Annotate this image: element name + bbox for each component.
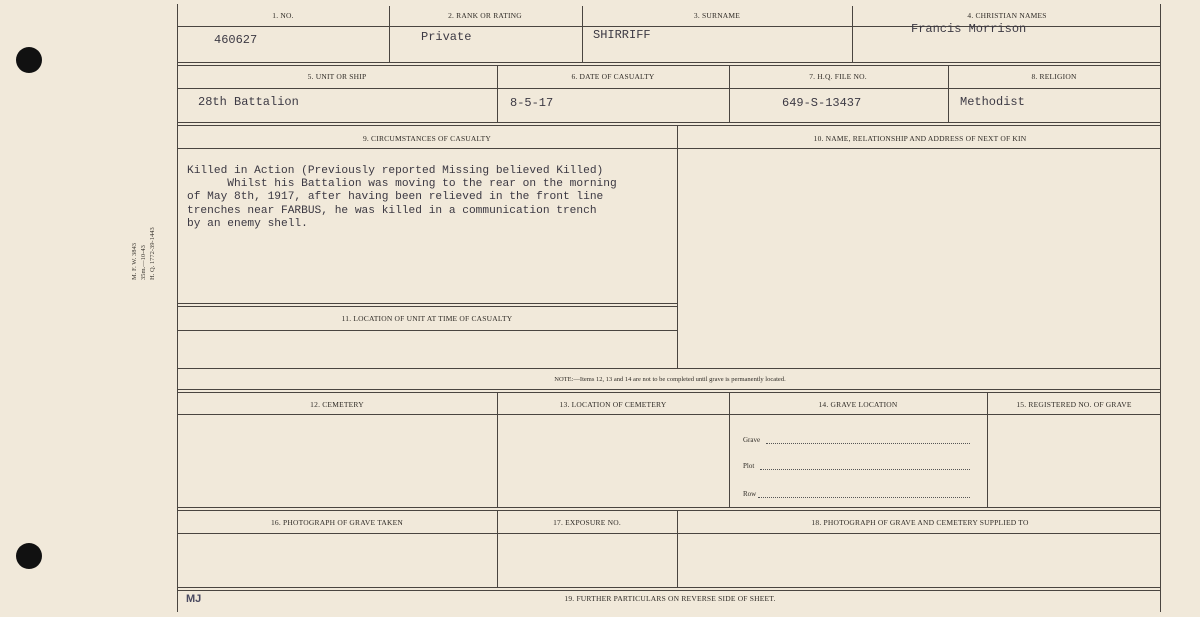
divider-location bbox=[178, 303, 677, 307]
value-unit: 28th Battalion bbox=[198, 95, 299, 109]
label-hq-file: 7. H.Q. FILE NO. bbox=[809, 72, 867, 81]
circumstances-text bbox=[187, 165, 677, 231]
label-date-casualty: 6. DATE OF CASUALTY bbox=[571, 72, 655, 81]
row-field-label: Row bbox=[743, 490, 757, 498]
side-form-number bbox=[130, 220, 157, 280]
value-christian-names: Francis Morrison bbox=[911, 22, 1027, 36]
right-border bbox=[1160, 4, 1161, 612]
divider-row1 bbox=[178, 62, 1161, 66]
label-religion: 8. RELIGION bbox=[1031, 72, 1077, 81]
label-exposure: 17. EXPOSURE NO. bbox=[553, 518, 621, 527]
clerk-initials: MJ bbox=[186, 593, 202, 605]
value-hq-file: 649-S-13437 bbox=[782, 96, 862, 110]
label-location-unit: 11. LOCATION OF UNIT AT TIME OF CASUALTY bbox=[341, 314, 513, 323]
divider-row2 bbox=[178, 122, 1161, 126]
value-rank: Private bbox=[421, 30, 472, 44]
label-location-cemetery: 13. LOCATION OF CEMETERY bbox=[559, 400, 667, 409]
value-surname: SHIRRIFF bbox=[593, 28, 651, 42]
binder-hole-top bbox=[16, 47, 42, 73]
label-registered-no: 15. REGISTERED NO. OF GRAVE bbox=[1016, 400, 1132, 409]
label-surname: 3. SURNAME bbox=[693, 11, 741, 20]
divider-row4 bbox=[178, 507, 1161, 511]
value-religion: Methodist bbox=[960, 95, 1025, 109]
label-no: 1. NO. bbox=[272, 11, 294, 20]
side-print-line: H. Q. 1772-39-1443 bbox=[149, 227, 156, 280]
value-date-casualty: 8-5-17 bbox=[510, 96, 554, 110]
label-photo-taken: 16. PHOTOGRAPH OF GRAVE TAKEN bbox=[270, 518, 404, 527]
label-cemetery: 12. CEMETERY bbox=[310, 400, 364, 409]
side-print-line: 35m.—10-43 bbox=[140, 245, 147, 280]
circumstances-line: by an enemy shell. bbox=[187, 217, 308, 230]
label-circumstances: 9. CIRCUMSTANCES OF CASUALTY bbox=[362, 134, 492, 143]
side-print-line: M. F. W. 3843 bbox=[131, 242, 138, 280]
label-unit: 5. UNIT OR SHIP bbox=[307, 72, 367, 81]
note-text: NOTE:—Items 12, 13 and 14 are not to be completed until grave is permanently located. bbox=[554, 376, 786, 383]
label-next-of-kin: 10. NAME, RELATIONSHIP AND ADDRESS OF NEXT OF KIN bbox=[813, 134, 1027, 143]
binder-hole-bottom bbox=[16, 543, 42, 569]
label-rank: 2. RANK OR RATING bbox=[448, 11, 522, 20]
value-number: 460627 bbox=[214, 33, 258, 47]
label-christian-names: 4. CHRISTIAN NAMES bbox=[967, 11, 1047, 20]
label-grave-location: 14. GRAVE LOCATION bbox=[818, 400, 898, 409]
circumstances-line: trenches near FARBUS, he was killed in a communication trench bbox=[187, 204, 597, 217]
circumstances-line: Whilst his Battalion was moving to the rear on the morning bbox=[187, 178, 617, 191]
divider-row5 bbox=[178, 587, 1161, 591]
plot-field-label: Plot bbox=[743, 462, 755, 470]
circumstances-line: Killed in Action (Previously reported Missing believed Killed) bbox=[187, 165, 604, 177]
grave-field-label: Grave bbox=[743, 436, 761, 444]
circumstances-line: of May 8th, 1917, after having been relieved in the front line bbox=[187, 191, 604, 204]
divider-note bbox=[178, 389, 1161, 393]
label-further: 19. FURTHER PARTICULARS ON REVERSE SIDE OF SHEET. bbox=[564, 594, 776, 603]
left-border bbox=[177, 4, 178, 612]
label-photo-supplied: 18. PHOTOGRAPH OF GRAVE AND CEMETERY SUPPLIED TO bbox=[811, 518, 1029, 527]
